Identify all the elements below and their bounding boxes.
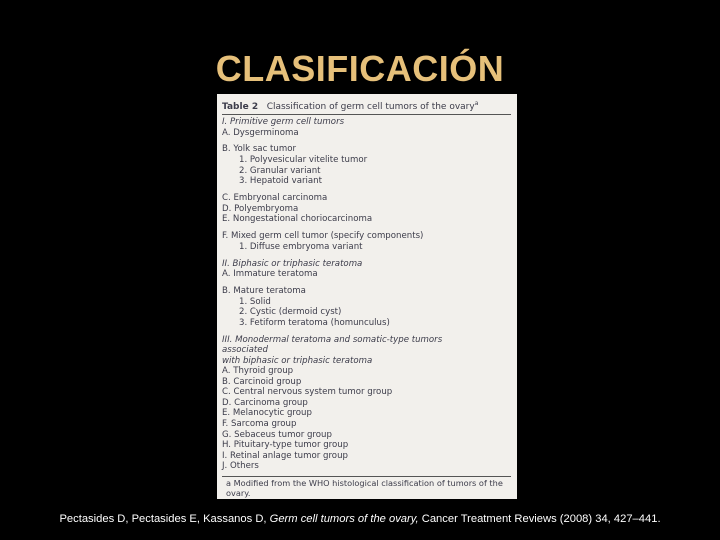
table-row: 2. Cystic (dermoid cyst)	[239, 307, 342, 318]
table-row: 2. Granular variant	[239, 165, 321, 176]
citation-authors: Pectasides D, Pectasides E, Kassanos D,	[59, 513, 270, 525]
table-row: B. Carcinoid group	[222, 376, 302, 387]
citation-article-title: Germ cell tumors of the ovary,	[269, 513, 419, 525]
table-row: 1. Solid	[239, 296, 271, 307]
table-row: G. Sebaceus tumor group	[222, 429, 332, 440]
table-row: 3. Fetiform teratoma (homunculus)	[239, 317, 390, 328]
table-row: E. Nongestational choriocarcinoma	[222, 214, 373, 225]
table-row: B. Yolk sac tumor	[222, 144, 296, 155]
citation	[30, 511, 690, 528]
table-footnote: a Modified from the WHO histological classification of tumors of the ovary.	[226, 477, 503, 498]
table-row: I. Retinal anlage tumor group	[222, 450, 348, 461]
table-row: C. Central nervous system tumor group	[222, 387, 393, 398]
section-title: associated	[222, 345, 268, 356]
section-title: with biphasic or triphasic teratoma	[222, 355, 373, 366]
citation-journal: Cancer Treatment Reviews (2008) 34, 427–441.	[418, 513, 661, 525]
section-title: I. Primitive germ cell tumors	[222, 117, 345, 127]
table-row: A. Dysgerminoma	[222, 127, 299, 138]
table-row: F. Sarcoma group	[222, 419, 297, 430]
table-row: J. Others	[222, 461, 259, 472]
caption-divider	[222, 114, 511, 115]
table-row: 1. Diffuse embryoma variant	[239, 241, 363, 252]
table-caption-text: Classification of germ cell tumors of the ovary	[266, 102, 475, 112]
table-row: H. Pituitary-type tumor group	[222, 440, 349, 451]
table-row: D. Polyembryoma	[222, 203, 299, 214]
footnote-divider	[222, 476, 511, 477]
table-row: B. Mature teratoma	[222, 286, 306, 297]
table-caption	[222, 98, 511, 113]
table-row: C. Embryonal carcinoma	[222, 193, 328, 204]
table-row: F. Mixed germ cell tumor (specify components)	[222, 231, 424, 242]
table-row: D. Carcinoma group	[222, 397, 308, 408]
table-caption-label: Table 2	[222, 102, 259, 112]
slide-title: CLASIFICACIÓN	[215, 48, 505, 89]
table-row: E. Melanocytic group	[222, 408, 312, 419]
classification-table-image	[217, 94, 517, 499]
table-row: A. Immature teratoma	[222, 269, 318, 280]
table-row: 1. Polyvesicular vitelite tumor	[239, 155, 368, 166]
section-title: II. Biphasic or triphasic teratoma	[222, 258, 363, 269]
table-row: 3. Hepatoid variant	[239, 176, 322, 187]
table-row: A. Thyroid group	[222, 366, 294, 377]
table-caption-mark: a	[474, 100, 479, 107]
section-title: III. Monodermal teratoma and somatic-type tumors	[222, 334, 443, 345]
